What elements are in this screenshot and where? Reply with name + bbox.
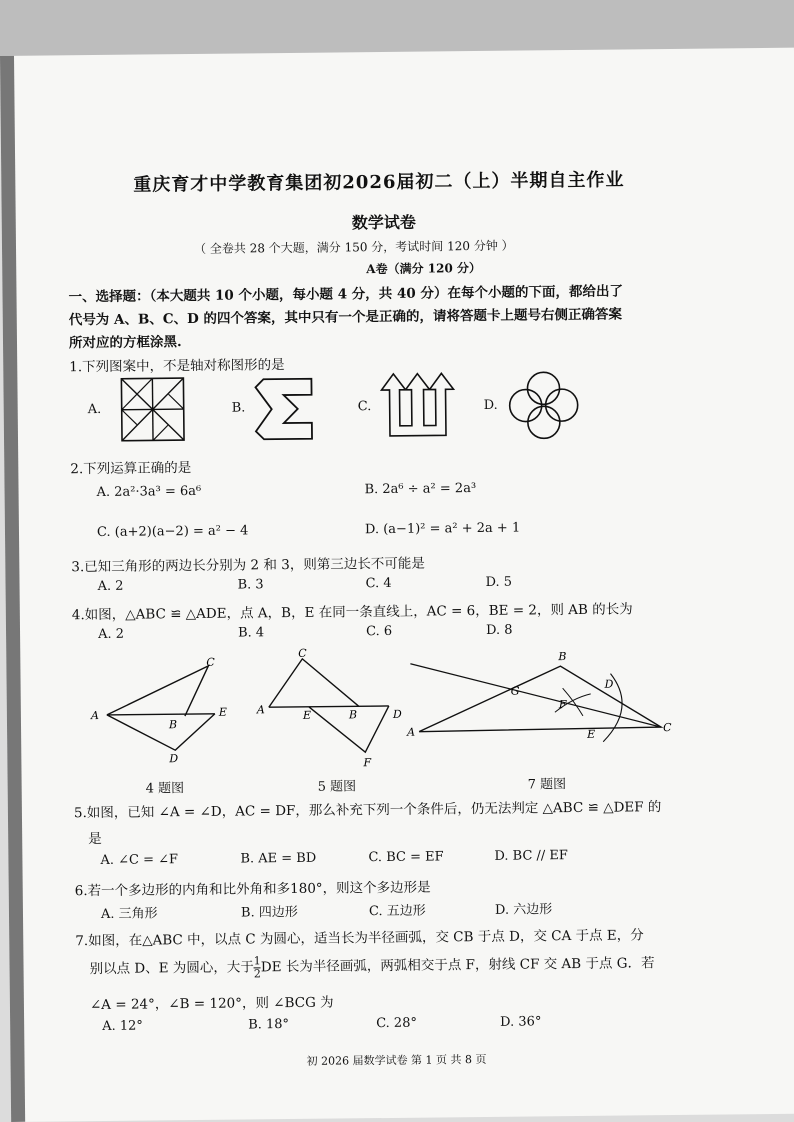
section-instructions: 一、选择题：（本大题共 10 个小题，每小题 4 分，共 40 分）在每个小题的下面，都给出了 <box>68 283 624 306</box>
option: B. 4 <box>237 625 265 641</box>
figure-caption: 5 题图 <box>317 779 357 795</box>
page-footer: 初 2026 届数学试卷 第 1 页 共 8 页 <box>306 1052 487 1068</box>
option-label: A. <box>87 401 102 418</box>
figure-q7 <box>404 645 675 754</box>
label-F: F <box>558 698 567 712</box>
question-5-stem-cont: 是 <box>88 830 102 848</box>
label-D: D <box>604 677 614 691</box>
label-A: A <box>407 725 416 739</box>
option: C. 五边形 <box>368 903 426 920</box>
option: A. 2 <box>97 626 125 643</box>
option: B. 四边形 <box>240 904 298 921</box>
question-4-stem: 4.如图，△ABC ≌ △ADE，点 A，B，E 在同一条直线上，AC = 6，BE = 2，则 AB 的长为 <box>71 601 633 624</box>
option: B. 3 <box>237 577 264 593</box>
question-7-line1: 7.如图，在△ABC 中，以点 C 为圆心，适当长为半径画弧，交 CB 于点 D，交 CA 于点 E，分 <box>75 927 644 950</box>
fraction-numerator: 1 <box>253 954 261 968</box>
label-A: A <box>256 703 265 717</box>
question-2-stem: 2.下列运算正确的是 <box>70 460 192 478</box>
option: D. 六边形 <box>494 902 553 918</box>
part-heading: A卷（满分 120 分） <box>366 260 482 277</box>
question-7-line2 <box>89 951 654 982</box>
fraction-denominator: 2 <box>253 967 261 981</box>
option: C. (a+2)(a−2) = a² − 4 <box>96 523 249 541</box>
option: A. 三角形 <box>100 906 158 922</box>
option: C. 4 <box>365 575 392 592</box>
option-label: B. <box>231 400 246 416</box>
section-instructions: 代号为 A、B、C、D 的四个答案，其中只有一个是正确的，请将答题卡上题号右侧正确答案 <box>68 306 623 329</box>
option: C. 28° <box>376 1015 418 1032</box>
pinwheel-figure <box>113 376 194 445</box>
question-6-stem: 6.若一个多边形的内角和比外角和多180°，则这个多边形是 <box>74 879 431 900</box>
figure-caption: 4 题图 <box>145 781 185 797</box>
question-7-line3: ∠A = 24°，∠B = 120°，则 ∠BCG 为 <box>89 994 334 1014</box>
page-subtitle: 数学试卷 <box>351 212 416 233</box>
option: D. 36° <box>500 1014 542 1030</box>
label-B: B <box>348 708 358 722</box>
label-E: E <box>587 727 596 741</box>
label-E: E <box>302 708 312 722</box>
option: A. 2 <box>97 578 124 595</box>
option: D. BC // EF <box>494 848 568 864</box>
option: A. ∠C = ∠F <box>100 852 179 868</box>
exam-page <box>0 48 794 1122</box>
question-7-text: DE 长为半径画弧，两弧相交于点 F，射线 CF 交 AB 于点 G．若 <box>260 955 655 976</box>
label-C: C <box>206 655 215 669</box>
question-5-stem: 5.如图，已知 ∠A = ∠D，AC = DF，那么补充下列一个条件后，仍无法判定 △ABC ≌ △DEF 的 <box>73 799 662 822</box>
question-1-stem: 1.下列图案中，不是轴对称图形的是 <box>69 357 285 376</box>
option: D. 8 <box>485 622 513 638</box>
exam-note: （ 全卷共 28 个大题，满分 150 分，考试时间 120 分钟 ） <box>193 238 514 256</box>
option: D. 5 <box>485 574 513 590</box>
option: B. 18° <box>248 1017 290 1033</box>
option-label: D. <box>483 397 498 413</box>
label-D: D <box>392 707 402 721</box>
label-C: C <box>663 721 672 735</box>
figure-q5 <box>252 646 416 772</box>
option: C. BC = EF <box>368 849 444 866</box>
question-7-text: 别以点 D、E 为圆心，大于 <box>89 959 254 978</box>
option-label: C. <box>357 399 372 415</box>
option: B. 2a⁶ ÷ a² = 2a³ <box>364 481 477 498</box>
option: A. 12° <box>102 1018 143 1034</box>
label-D: D <box>169 752 179 766</box>
label-F: F <box>363 756 372 770</box>
sigma-figure <box>253 377 324 444</box>
label-B: B <box>558 650 567 664</box>
option: B. AE = BD <box>240 850 317 867</box>
three-arrows-figure <box>377 369 458 442</box>
option: A. 2a²·3a³ = 6a⁶ <box>96 483 202 501</box>
page-title: 重庆育才中学教育集团初2026届初二（上）半期自主作业 <box>133 169 625 196</box>
figure-caption: 7 题图 <box>527 777 567 793</box>
label-G: G <box>510 684 520 698</box>
label-C: C <box>298 646 307 660</box>
label-B: B <box>168 718 178 732</box>
label-E: E <box>218 705 227 719</box>
section-instructions: 所对应的方框涂黑. <box>68 334 182 352</box>
question-3-stem: 3.已知三角形的两边长分别为 2 和 3，则第三边长不可能是 <box>71 555 425 576</box>
option: D. (a−1)² = a² + 2a + 1 <box>364 520 521 538</box>
label-A: A <box>90 709 99 723</box>
four-circles-figure <box>505 370 584 441</box>
figure-q4 <box>80 654 241 766</box>
option: C. 6 <box>365 623 393 640</box>
